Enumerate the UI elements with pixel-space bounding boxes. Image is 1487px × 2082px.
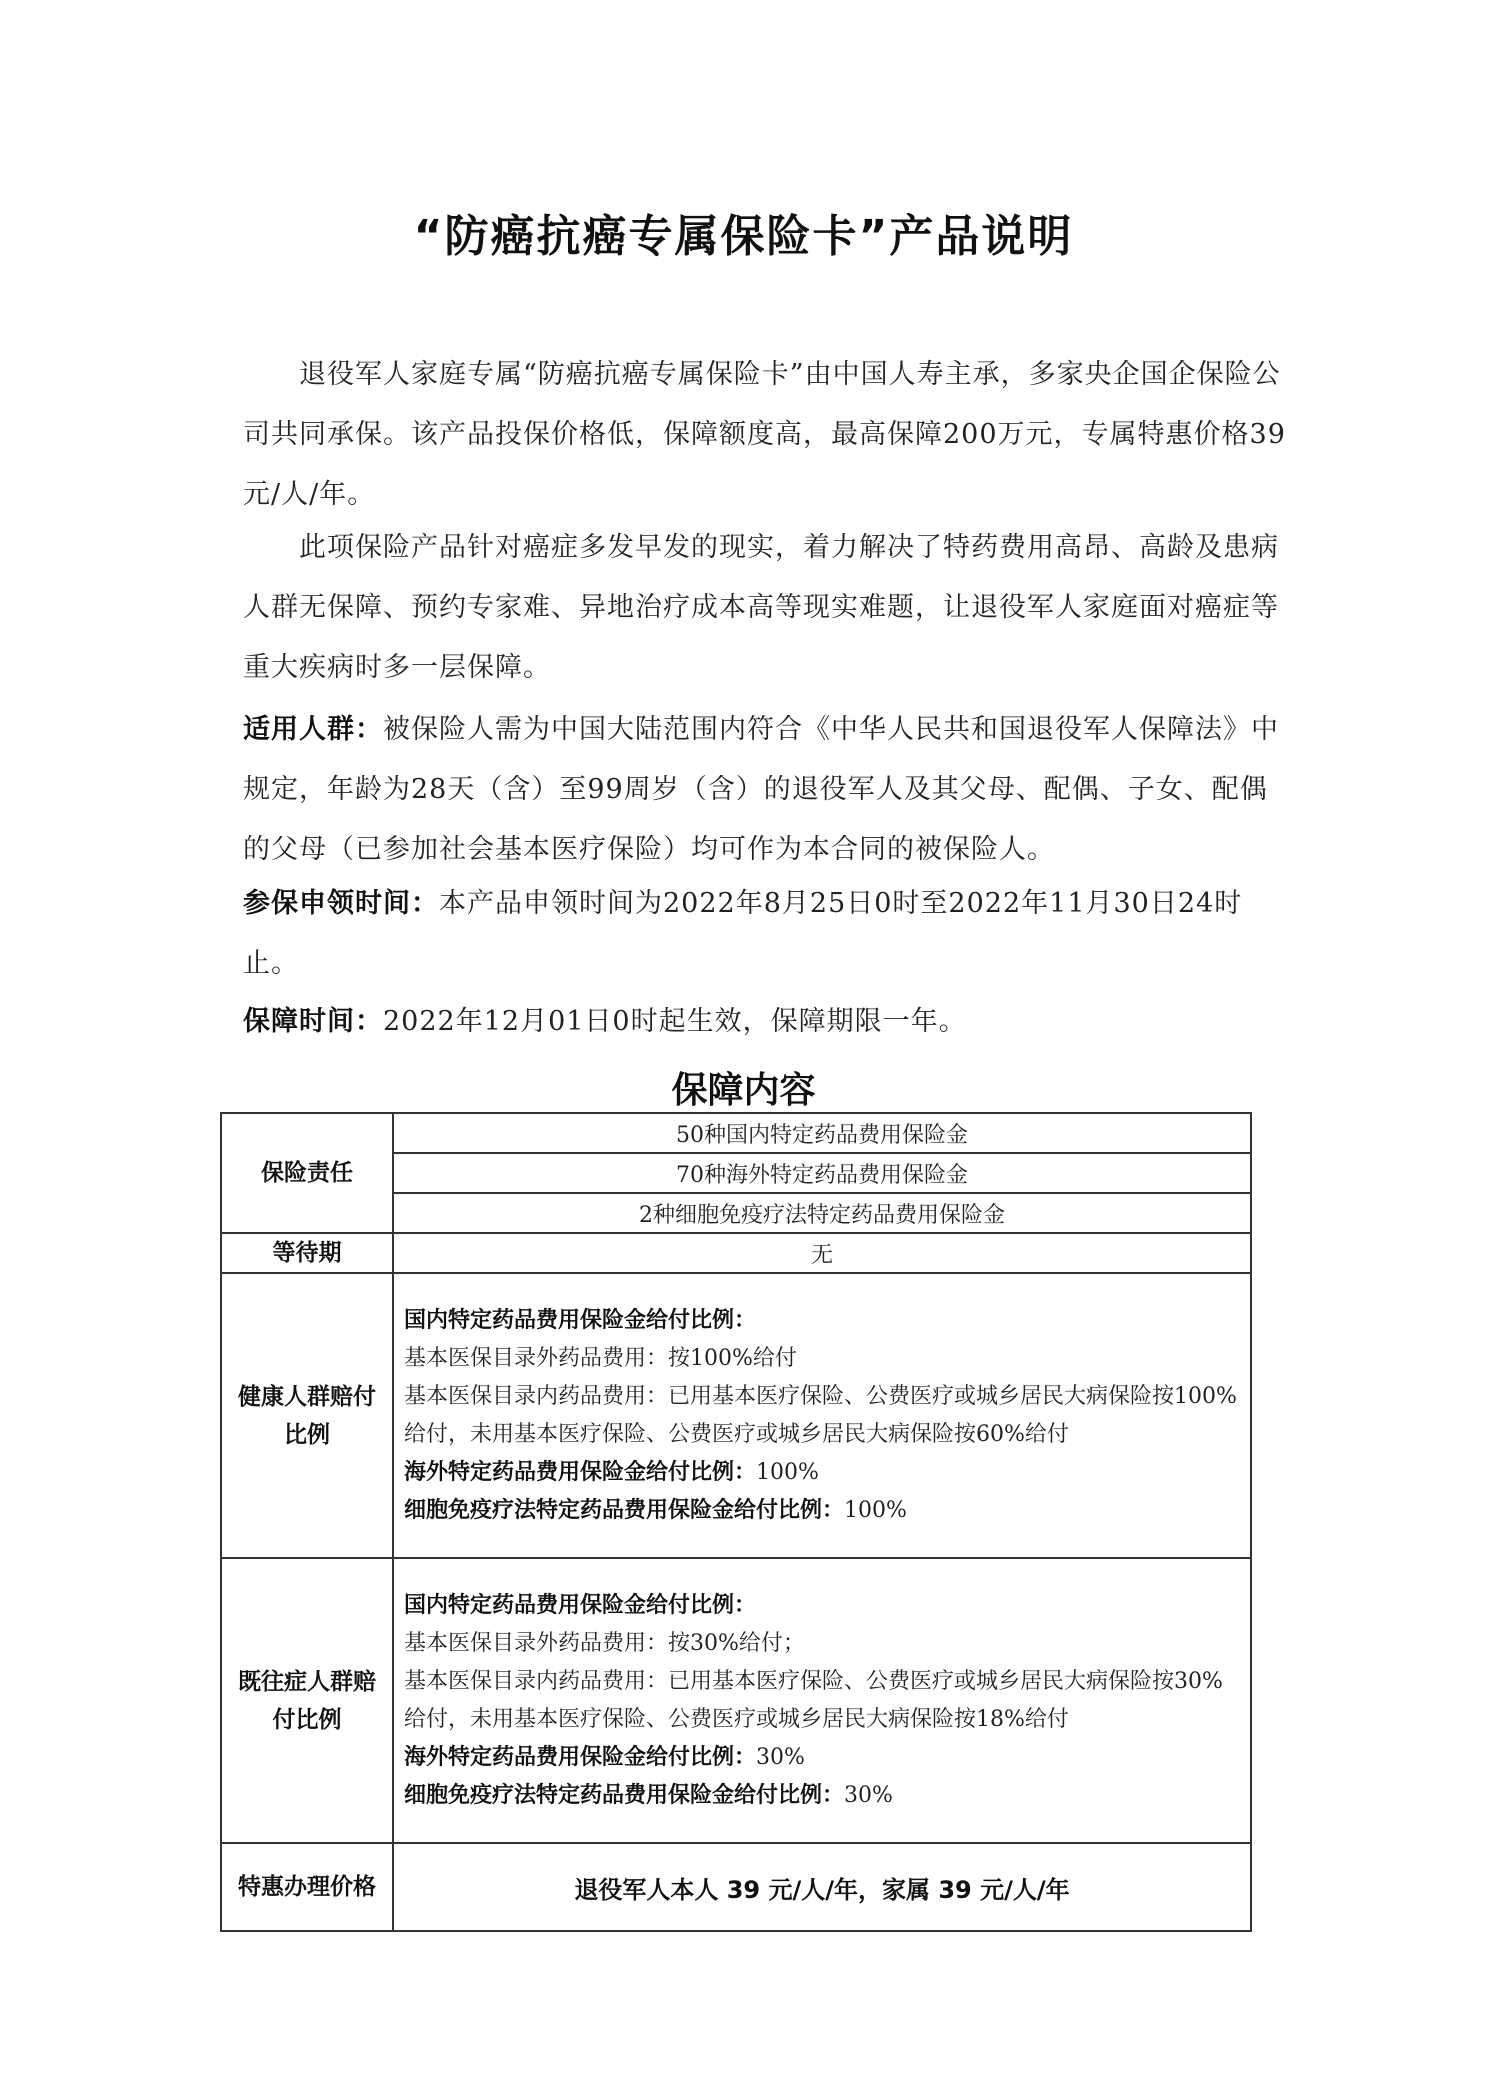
- table-row: [221, 1273, 1251, 1558]
- preexisting-cell-label: 细胞免疫疗法特定药品费用保险金给付比例：: [404, 1782, 845, 1808]
- table-title: 保障内容: [671, 1070, 816, 1111]
- preexisting-cell-value: 30%: [844, 1782, 893, 1808]
- applicable-group: [243, 700, 1288, 880]
- healthy-overseas: [404, 1454, 1240, 1492]
- liability-item: 50种国内特定药品费用保险金: [393, 1113, 1251, 1153]
- table-row: [221, 1113, 1251, 1153]
- preexisting-line2: 基本医保目录内药品费用：已用基本医疗保险、公费医疗或城乡居民大病保险按30%给付，未用基本医疗保险、公费医疗或城乡居民大病保险按18%给付: [404, 1668, 1223, 1732]
- preexisting-line1: 基本医保目录外药品费用：按30%给付；: [404, 1630, 805, 1656]
- preexisting-content: [393, 1558, 1251, 1843]
- table-row: [221, 1233, 1251, 1273]
- price-value: 退役军人本人 39 元/人/年，家属 39 元/人/年: [393, 1843, 1251, 1931]
- healthy-line2: 基本医保目录内药品费用：已用基本医疗保险、公费医疗或城乡居民大病保险按100%给付，未用基本医疗保险、公费医疗或城乡居民大病保险按60%给付: [404, 1383, 1237, 1447]
- apply-time: [243, 874, 1288, 994]
- apply-time-text: 本产品申领时间为2022年8月25日0时至2022年11月30日24时止。: [243, 888, 1243, 979]
- healthy-cell-value: 100%: [844, 1497, 907, 1523]
- healthy-cell: [404, 1492, 1240, 1530]
- applicable-label: 适用人群：: [243, 714, 383, 745]
- coverage-time-label: 保障时间：: [243, 1006, 383, 1037]
- preexisting-domestic-label: 国内特定药品费用保险金给付比例：: [404, 1592, 757, 1618]
- healthy-domestic-label: 国内特定药品费用保险金给付比例：: [404, 1307, 757, 1333]
- healthy-overseas-value: 100%: [756, 1459, 819, 1485]
- coverage-time-text: 2022年12月01日0时起生效，保障期限一年。: [383, 1006, 967, 1037]
- description-paragraph: 此项保险产品针对癌症多发早发的现实，着力解决了特药费用高昂、高龄及患病人群无保障、预约专家难、异地治疗成本高等现实难题，让退役军人家庭面对癌症等重大疾病时多一层保障。: [243, 532, 1279, 683]
- waiting-header: 等待期: [221, 1233, 393, 1273]
- preexisting-overseas-label: 海外特定药品费用保险金给付比例：: [404, 1744, 757, 1770]
- page-title: “防癌抗癌专属保险卡”产品说明: [413, 211, 1074, 262]
- table-row: [221, 1558, 1251, 1843]
- apply-time-label: 参保申领时间：: [243, 888, 439, 919]
- preexisting-overseas: [404, 1739, 1240, 1777]
- price-header: 特惠办理价格: [221, 1843, 393, 1931]
- liability-item: 2种细胞免疫疗法特定药品费用保险金: [393, 1193, 1251, 1233]
- intro-paragraph: 退役军人家庭专属“防癌抗癌专属保险卡”由中国人寿主承，多家央企国企保险公司共同承保。该产品投保价格低，保障额度高，最高保障200万元，专属特惠价格39 元/人/年。: [243, 359, 1286, 510]
- coverage-table: [220, 1112, 1252, 1932]
- waiting-value: 无: [393, 1233, 1251, 1273]
- healthy-header: 健康人群赔付比例: [221, 1273, 393, 1558]
- liability-item: 70种海外特定药品费用保险金: [393, 1153, 1251, 1193]
- preexisting-overseas-value: 30%: [756, 1744, 805, 1770]
- table-row: [221, 1843, 1251, 1931]
- coverage-time: [243, 992, 1288, 1052]
- applicable-text: 被保险人需为中国大陆范围内符合《中华人民共和国退役军人保障法》中规定，年龄为28天（含）至99周岁（含）的退役军人及其父母、配偶、子女、配偶的父母（已参加社会基本医疗保险）均可作为本合同的被保险人。: [243, 714, 1279, 865]
- preexisting-header: 既往症人群赔付比例: [221, 1558, 393, 1843]
- healthy-line1: 基本医保目录外药品费用：按100%给付: [404, 1345, 797, 1371]
- healthy-overseas-label: 海外特定药品费用保险金给付比例：: [404, 1459, 757, 1485]
- preexisting-cell: [404, 1777, 1240, 1815]
- healthy-content: [393, 1273, 1251, 1558]
- healthy-cell-label: 细胞免疫疗法特定药品费用保险金给付比例：: [404, 1497, 845, 1523]
- liability-header: 保险责任: [221, 1113, 393, 1233]
